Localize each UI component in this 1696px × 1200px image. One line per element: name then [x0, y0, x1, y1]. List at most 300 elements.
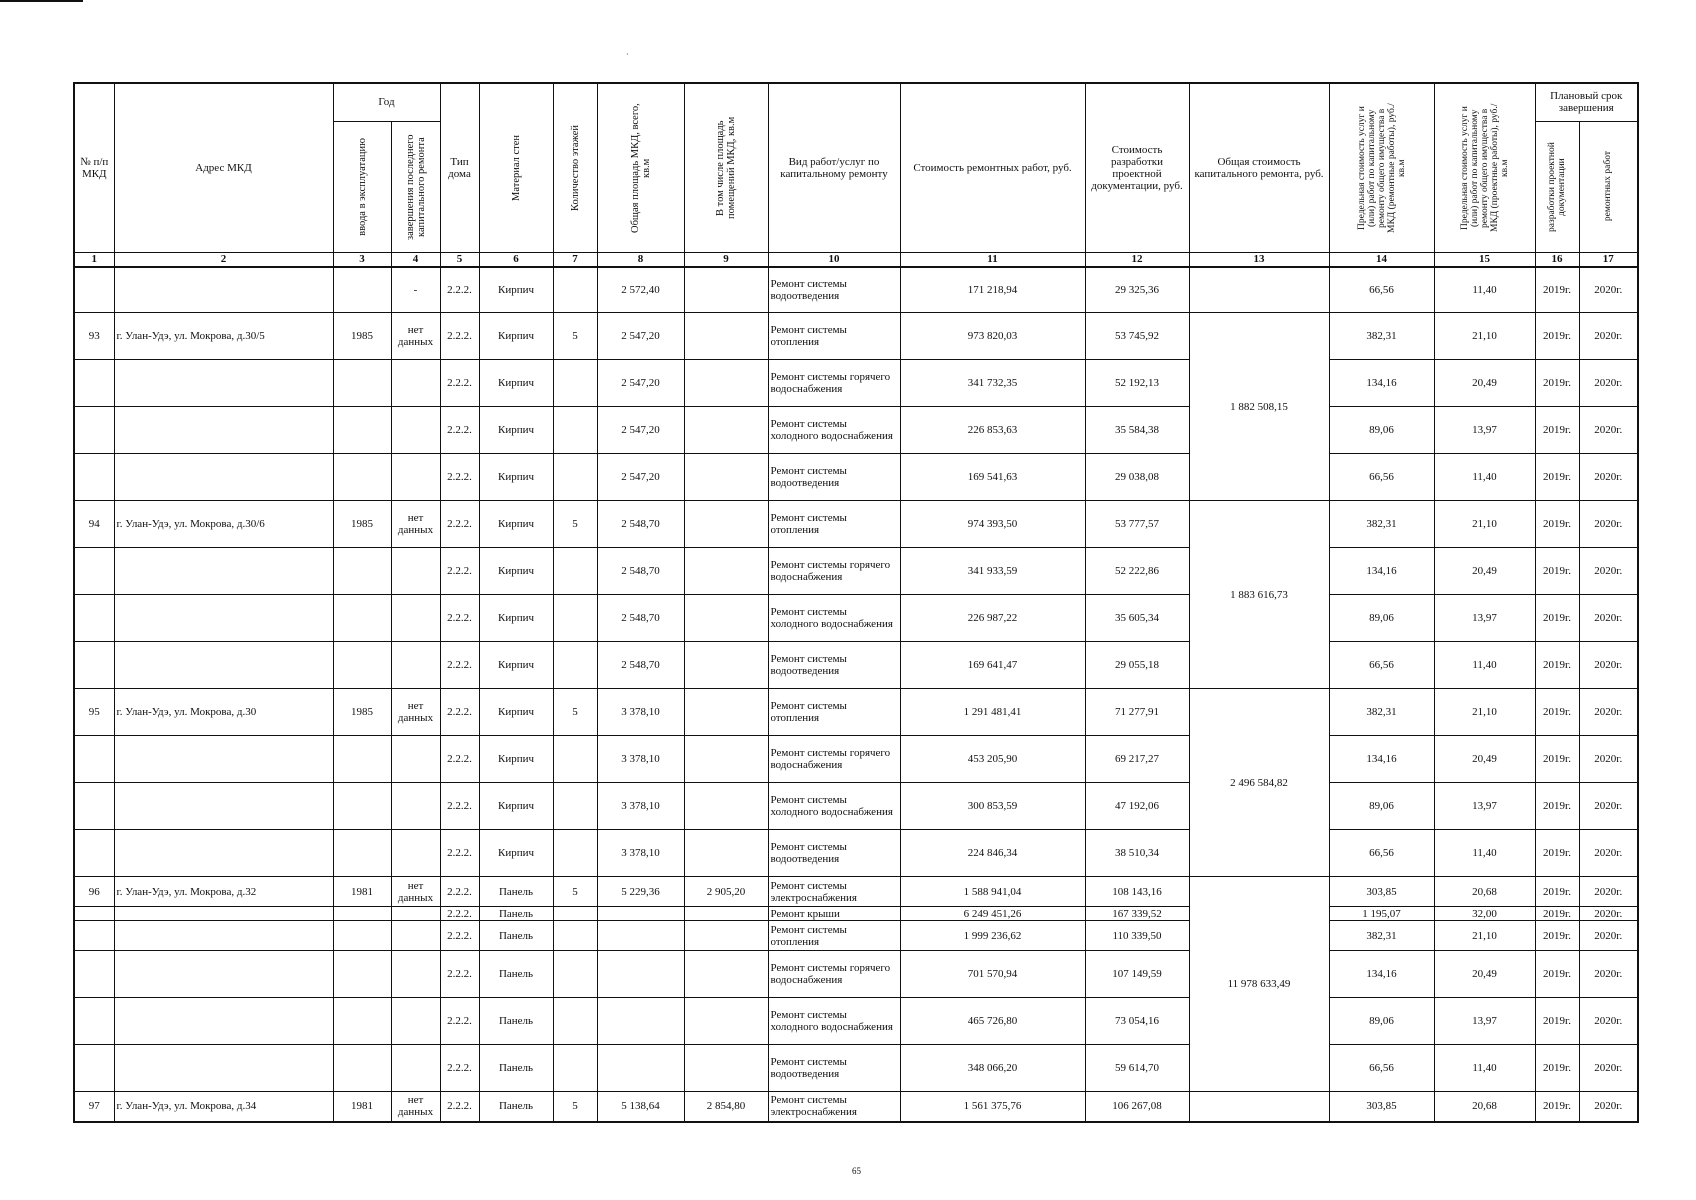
row-total-area: 3 378,10	[597, 783, 684, 830]
row-house-type: 2.2.2.	[440, 830, 479, 877]
row-design-cost: 110 339,50	[1085, 921, 1189, 951]
row-premises-area: 2 905,20	[684, 877, 768, 907]
row-repair-cost: 1 561 375,76	[900, 1092, 1085, 1122]
row-floors: 5	[553, 313, 597, 360]
row-limit-repair: 134,16	[1329, 548, 1434, 595]
row-limit-design: 21,10	[1434, 501, 1535, 548]
table-body	[74, 267, 1638, 1122]
row-premises-area	[684, 454, 768, 501]
column-number-row	[74, 252, 1638, 267]
row-work-type: Ремонт системы водоотведения	[768, 267, 900, 313]
row-total-area: 3 378,10	[597, 736, 684, 783]
row-num: 95	[74, 689, 114, 736]
row-design-cost: 69 217,27	[1085, 736, 1189, 783]
row-work-type: Ремонт системы холодного водоснабжения	[768, 998, 900, 1045]
row-address	[114, 548, 333, 595]
row-limit-repair: 134,16	[1329, 736, 1434, 783]
row-year-commission	[333, 1045, 391, 1092]
row-deadline-repair: 2020г.	[1579, 267, 1638, 313]
header-year-group: Год	[333, 83, 440, 121]
row-floors: 5	[553, 877, 597, 907]
column-number: 1	[74, 252, 114, 267]
row-year-commission: 1981	[333, 877, 391, 907]
column-number: 12	[1085, 252, 1189, 267]
table-row	[74, 1092, 1638, 1122]
table-row	[74, 998, 1638, 1045]
row-total-area: 2 548,70	[597, 642, 684, 689]
row-deadline-design: 2019г.	[1535, 595, 1579, 642]
row-design-cost: 167 339,52	[1085, 907, 1189, 921]
row-deadline-repair: 2020г.	[1579, 907, 1638, 921]
column-number: 6	[479, 252, 553, 267]
table-row	[74, 689, 1638, 736]
row-repair-cost: 341 933,59	[900, 548, 1085, 595]
column-number: 5	[440, 252, 479, 267]
row-num: 93	[74, 313, 114, 360]
row-design-cost: 29 038,08	[1085, 454, 1189, 501]
column-number: 13	[1189, 252, 1329, 267]
row-wall-material: Кирпич	[479, 736, 553, 783]
row-work-type: Ремонт системы отопления	[768, 501, 900, 548]
row-house-type: 2.2.2.	[440, 998, 479, 1045]
row-house-type: 2.2.2.	[440, 501, 479, 548]
column-number: 15	[1434, 252, 1535, 267]
row-total-area: 3 378,10	[597, 830, 684, 877]
row-limit-repair: 382,31	[1329, 313, 1434, 360]
row-address: г. Улан-Удэ, ул. Мокрова, д.30	[114, 689, 333, 736]
header-total-cost: Общая стоимость капитального ремонта, руб.	[1189, 83, 1329, 252]
row-year-last-repair	[391, 951, 440, 998]
row-year-commission: 1985	[333, 313, 391, 360]
row-premises-area	[684, 907, 768, 921]
row-year-last-repair	[391, 736, 440, 783]
row-work-type: Ремонт системы водоотведения	[768, 830, 900, 877]
row-year-commission	[333, 548, 391, 595]
row-limit-repair: 66,56	[1329, 642, 1434, 689]
header-year-commission: ввода в эксплуатацию	[333, 121, 391, 252]
row-premises-area	[684, 501, 768, 548]
row-floors	[553, 951, 597, 998]
row-num	[74, 921, 114, 951]
row-premises-area	[684, 783, 768, 830]
row-floors	[553, 736, 597, 783]
column-number: 4	[391, 252, 440, 267]
row-limit-design: 21,10	[1434, 921, 1535, 951]
row-floors: 5	[553, 689, 597, 736]
row-year-commission	[333, 642, 391, 689]
row-year-commission	[333, 736, 391, 783]
row-deadline-repair: 2020г.	[1579, 998, 1638, 1045]
row-premises-area	[684, 267, 768, 313]
row-year-last-repair	[391, 548, 440, 595]
row-floors	[553, 642, 597, 689]
row-address	[114, 360, 333, 407]
row-deadline-design: 2019г.	[1535, 1045, 1579, 1092]
row-repair-cost: 6 249 451,26	[900, 907, 1085, 921]
header-address: Адрес МКД	[114, 83, 333, 252]
row-house-type: 2.2.2.	[440, 548, 479, 595]
header-deadline-design: разработки проектной документации	[1535, 121, 1579, 252]
row-work-type: Ремонт системы водоотведения	[768, 454, 900, 501]
header-total-area: Общая площадь МКД, всего, кв.м	[597, 83, 684, 252]
column-number: 2	[114, 252, 333, 267]
row-address	[114, 907, 333, 921]
row-limit-design: 13,97	[1434, 407, 1535, 454]
row-floors	[553, 407, 597, 454]
row-work-type: Ремонт крыши	[768, 907, 900, 921]
row-premises-area	[684, 921, 768, 951]
row-deadline-design: 2019г.	[1535, 1092, 1579, 1122]
row-floors	[553, 783, 597, 830]
header-house-type: Тип дома	[440, 83, 479, 252]
row-limit-repair: 66,56	[1329, 1045, 1434, 1092]
row-design-cost: 52 192,13	[1085, 360, 1189, 407]
row-num	[74, 998, 114, 1045]
row-limit-repair: 66,56	[1329, 267, 1434, 313]
row-deadline-design: 2019г.	[1535, 267, 1579, 313]
row-deadline-repair: 2020г.	[1579, 830, 1638, 877]
row-repair-cost: 1 999 236,62	[900, 921, 1085, 951]
row-address	[114, 595, 333, 642]
row-year-commission	[333, 783, 391, 830]
row-year-commission	[333, 921, 391, 951]
table-row	[74, 736, 1638, 783]
row-num	[74, 907, 114, 921]
row-deadline-design: 2019г.	[1535, 407, 1579, 454]
row-deadline-design: 2019г.	[1535, 830, 1579, 877]
row-num	[74, 407, 114, 454]
row-address	[114, 642, 333, 689]
column-number: 17	[1579, 252, 1638, 267]
row-year-last-repair	[391, 454, 440, 501]
row-num: 97	[74, 1092, 114, 1122]
row-address	[114, 454, 333, 501]
row-limit-design: 20,49	[1434, 548, 1535, 595]
row-design-cost: 71 277,91	[1085, 689, 1189, 736]
row-floors	[553, 595, 597, 642]
row-deadline-repair: 2020г.	[1579, 783, 1638, 830]
row-deadline-repair: 2020г.	[1579, 689, 1638, 736]
row-house-type: 2.2.2.	[440, 1045, 479, 1092]
row-wall-material: Панель	[479, 1045, 553, 1092]
column-number: 10	[768, 252, 900, 267]
row-wall-material: Кирпич	[479, 267, 553, 313]
row-year-last-repair: нет данных	[391, 313, 440, 360]
row-work-type: Ремонт системы горячего водоснабжения	[768, 736, 900, 783]
row-year-commission: 1985	[333, 689, 391, 736]
row-deadline-repair: 2020г.	[1579, 501, 1638, 548]
row-premises-area	[684, 689, 768, 736]
row-house-type: 2.2.2.	[440, 907, 479, 921]
row-repair-cost: 169 641,47	[900, 642, 1085, 689]
table-row	[74, 907, 1638, 921]
row-wall-material: Кирпич	[479, 642, 553, 689]
row-address	[114, 736, 333, 783]
row-deadline-design: 2019г.	[1535, 689, 1579, 736]
row-design-cost: 52 222,86	[1085, 548, 1189, 595]
row-total-area: 2 548,70	[597, 501, 684, 548]
row-year-last-repair: нет данных	[391, 501, 440, 548]
row-repair-cost: 171 218,94	[900, 267, 1085, 313]
row-deadline-repair: 2020г.	[1579, 1045, 1638, 1092]
row-limit-design: 20,68	[1434, 1092, 1535, 1122]
row-repair-cost: 300 853,59	[900, 783, 1085, 830]
row-year-last-repair: нет данных	[391, 689, 440, 736]
row-floors	[553, 830, 597, 877]
header-limit-repair: Предельная стоимость услуг и (или) работ по капитальному ремонту общего имущества в МКД (ремонтные работы), руб./кв.м	[1329, 83, 1434, 252]
row-wall-material: Панель	[479, 998, 553, 1045]
row-year-commission	[333, 267, 391, 313]
row-work-type: Ремонт системы холодного водоснабжения	[768, 783, 900, 830]
header-deadline-group: Плановый срок завершения	[1535, 83, 1638, 121]
row-work-type: Ремонт системы электроснабжения	[768, 877, 900, 907]
row-address: г. Улан-Удэ, ул. Мокрова, д.32	[114, 877, 333, 907]
row-year-commission: 1985	[333, 501, 391, 548]
row-deadline-repair: 2020г.	[1579, 360, 1638, 407]
table-row	[74, 830, 1638, 877]
row-total-area: 3 378,10	[597, 689, 684, 736]
row-wall-material: Панель	[479, 877, 553, 907]
row-deadline-repair: 2020г.	[1579, 595, 1638, 642]
row-num	[74, 360, 114, 407]
row-year-commission: 1981	[333, 1092, 391, 1122]
row-limit-repair: 89,06	[1329, 783, 1434, 830]
row-repair-cost: 224 846,34	[900, 830, 1085, 877]
row-design-cost: 53 745,92	[1085, 313, 1189, 360]
row-address	[114, 951, 333, 998]
row-address	[114, 830, 333, 877]
row-wall-material: Панель	[479, 1092, 553, 1122]
row-num	[74, 1045, 114, 1092]
row-total-area: 2 548,70	[597, 595, 684, 642]
table-row	[74, 313, 1638, 360]
row-num	[74, 595, 114, 642]
row-deadline-design: 2019г.	[1535, 736, 1579, 783]
table-row	[74, 921, 1638, 951]
table-row	[74, 548, 1638, 595]
row-work-type: Ремонт системы холодного водоснабжения	[768, 407, 900, 454]
row-wall-material: Кирпич	[479, 783, 553, 830]
row-premises-area: 2 854,80	[684, 1092, 768, 1122]
row-house-type: 2.2.2.	[440, 689, 479, 736]
row-address	[114, 998, 333, 1045]
row-limit-repair: 1 195,07	[1329, 907, 1434, 921]
row-house-type: 2.2.2.	[440, 267, 479, 313]
row-year-commission	[333, 998, 391, 1045]
row-address	[114, 407, 333, 454]
row-limit-repair: 382,31	[1329, 501, 1434, 548]
row-work-type: Ремонт системы электроснабжения	[768, 1092, 900, 1122]
row-limit-repair: 89,06	[1329, 998, 1434, 1045]
row-year-commission	[333, 407, 391, 454]
row-limit-repair: 66,56	[1329, 830, 1434, 877]
header-work-type: Вид работ/услуг по капитальному ремонту	[768, 83, 900, 252]
table-row	[74, 1045, 1638, 1092]
row-limit-design: 20,68	[1434, 877, 1535, 907]
row-deadline-design: 2019г.	[1535, 501, 1579, 548]
row-num	[74, 267, 114, 313]
row-work-type: Ремонт системы водоотведения	[768, 642, 900, 689]
row-limit-design: 11,40	[1434, 267, 1535, 313]
row-total-area: 5 138,64	[597, 1092, 684, 1122]
row-design-cost: 59 614,70	[1085, 1045, 1189, 1092]
row-year-last-repair	[391, 407, 440, 454]
row-limit-repair: 382,31	[1329, 921, 1434, 951]
table-row	[74, 454, 1638, 501]
row-total-cost: 2 496 584,82	[1189, 689, 1329, 877]
row-limit-repair: 382,31	[1329, 689, 1434, 736]
row-wall-material: Кирпич	[479, 830, 553, 877]
row-total-area	[597, 921, 684, 951]
row-year-last-repair	[391, 783, 440, 830]
row-total-area: 2 547,20	[597, 360, 684, 407]
row-deadline-repair: 2020г.	[1579, 877, 1638, 907]
row-year-last-repair	[391, 830, 440, 877]
row-limit-design: 21,10	[1434, 689, 1535, 736]
row-total-area	[597, 951, 684, 998]
row-deadline-repair: 2020г.	[1579, 921, 1638, 951]
row-limit-repair: 66,56	[1329, 454, 1434, 501]
row-wall-material: Панель	[479, 907, 553, 921]
column-number: 3	[333, 252, 391, 267]
row-work-type: Ремонт системы горячего водоснабжения	[768, 548, 900, 595]
row-total-cost	[1189, 1092, 1329, 1122]
row-num	[74, 736, 114, 783]
row-floors	[553, 907, 597, 921]
row-design-cost: 47 192,06	[1085, 783, 1189, 830]
row-deadline-design: 2019г.	[1535, 783, 1579, 830]
row-work-type: Ремонт системы холодного водоснабжения	[768, 595, 900, 642]
header-repair-cost: Стоимость ремонтных работ, руб.	[900, 83, 1085, 252]
row-year-commission	[333, 951, 391, 998]
row-wall-material: Кирпич	[479, 548, 553, 595]
header-floors: Количество этажей	[553, 83, 597, 252]
row-year-commission	[333, 830, 391, 877]
row-total-cost: 1 882 508,15	[1189, 313, 1329, 501]
row-year-last-repair	[391, 595, 440, 642]
row-design-cost: 108 143,16	[1085, 877, 1189, 907]
row-deadline-design: 2019г.	[1535, 313, 1579, 360]
row-repair-cost: 348 066,20	[900, 1045, 1085, 1092]
row-address: г. Улан-Удэ, ул. Мокрова, д.30/5	[114, 313, 333, 360]
row-premises-area	[684, 951, 768, 998]
row-address	[114, 921, 333, 951]
row-year-commission	[333, 595, 391, 642]
row-total-cost: 11 978 633,49	[1189, 877, 1329, 1092]
row-limit-design: 13,97	[1434, 998, 1535, 1045]
row-limit-repair: 134,16	[1329, 360, 1434, 407]
row-year-commission	[333, 907, 391, 921]
row-deadline-repair: 2020г.	[1579, 548, 1638, 595]
page-number: 65	[852, 1166, 861, 1176]
row-limit-design: 11,40	[1434, 830, 1535, 877]
row-deadline-repair: 2020г.	[1579, 642, 1638, 689]
row-repair-cost: 465 726,80	[900, 998, 1085, 1045]
row-address	[114, 1045, 333, 1092]
row-wall-material: Кирпич	[479, 360, 553, 407]
row-repair-cost: 1 291 481,41	[900, 689, 1085, 736]
table-row	[74, 595, 1638, 642]
row-floors: 5	[553, 1092, 597, 1122]
row-house-type: 2.2.2.	[440, 783, 479, 830]
row-premises-area	[684, 313, 768, 360]
row-floors	[553, 921, 597, 951]
row-work-type: Ремонт системы водоотведения	[768, 1045, 900, 1092]
row-year-last-repair	[391, 642, 440, 689]
row-total-area	[597, 1045, 684, 1092]
row-premises-area	[684, 830, 768, 877]
row-repair-cost: 453 205,90	[900, 736, 1085, 783]
row-wall-material: Кирпич	[479, 407, 553, 454]
scan-artifact	[0, 0, 83, 2]
row-wall-material: Панель	[479, 921, 553, 951]
row-house-type: 2.2.2.	[440, 642, 479, 689]
row-house-type: 2.2.2.	[440, 921, 479, 951]
row-premises-area	[684, 407, 768, 454]
row-repair-cost: 701 570,94	[900, 951, 1085, 998]
row-premises-area	[684, 736, 768, 783]
row-total-area: 2 548,70	[597, 548, 684, 595]
row-deadline-repair: 2020г.	[1579, 454, 1638, 501]
row-deadline-design: 2019г.	[1535, 951, 1579, 998]
row-limit-repair: 89,06	[1329, 407, 1434, 454]
row-design-cost: 35 584,38	[1085, 407, 1189, 454]
row-wall-material: Кирпич	[479, 689, 553, 736]
row-deadline-repair: 2020г.	[1579, 736, 1638, 783]
row-limit-repair: 134,16	[1329, 951, 1434, 998]
row-repair-cost: 973 820,03	[900, 313, 1085, 360]
header-year-last-repair: завершения последнего капитального ремонта	[391, 121, 440, 252]
row-num	[74, 951, 114, 998]
table-row	[74, 951, 1638, 998]
header-wall-material: Материал стен	[479, 83, 553, 252]
table-row	[74, 501, 1638, 548]
row-deadline-repair: 2020г.	[1579, 407, 1638, 454]
row-premises-area	[684, 1045, 768, 1092]
row-deadline-repair: 2020г.	[1579, 313, 1638, 360]
row-year-commission	[333, 360, 391, 407]
header-design-cost: Стоимость разработки проектной документации, руб.	[1085, 83, 1189, 252]
row-design-cost: 35 605,34	[1085, 595, 1189, 642]
row-design-cost: 73 054,16	[1085, 998, 1189, 1045]
row-year-last-repair: нет данных	[391, 877, 440, 907]
row-deadline-design: 2019г.	[1535, 548, 1579, 595]
row-limit-design: 20,49	[1434, 736, 1535, 783]
row-deadline-design: 2019г.	[1535, 642, 1579, 689]
row-limit-design: 20,49	[1434, 951, 1535, 998]
row-limit-design: 11,40	[1434, 454, 1535, 501]
row-deadline-design: 2019г.	[1535, 877, 1579, 907]
row-design-cost: 107 149,59	[1085, 951, 1189, 998]
header-limit-design: Предельная стоимость услуг и (или) работ по капитальному ремонту общего имущества в МКД (проектные работы), руб./кв.м	[1434, 83, 1535, 252]
row-limit-design: 20,49	[1434, 360, 1535, 407]
column-number: 11	[900, 252, 1085, 267]
row-num: 94	[74, 501, 114, 548]
row-floors	[553, 1045, 597, 1092]
row-premises-area	[684, 548, 768, 595]
row-total-area: 5 229,36	[597, 877, 684, 907]
row-repair-cost: 226 987,22	[900, 595, 1085, 642]
column-number: 16	[1535, 252, 1579, 267]
row-premises-area	[684, 998, 768, 1045]
table-row	[74, 877, 1638, 907]
row-limit-design: 13,97	[1434, 595, 1535, 642]
row-limit-repair: 89,06	[1329, 595, 1434, 642]
row-premises-area	[684, 642, 768, 689]
row-deadline-design: 2019г.	[1535, 921, 1579, 951]
row-num	[74, 454, 114, 501]
row-floors	[553, 548, 597, 595]
